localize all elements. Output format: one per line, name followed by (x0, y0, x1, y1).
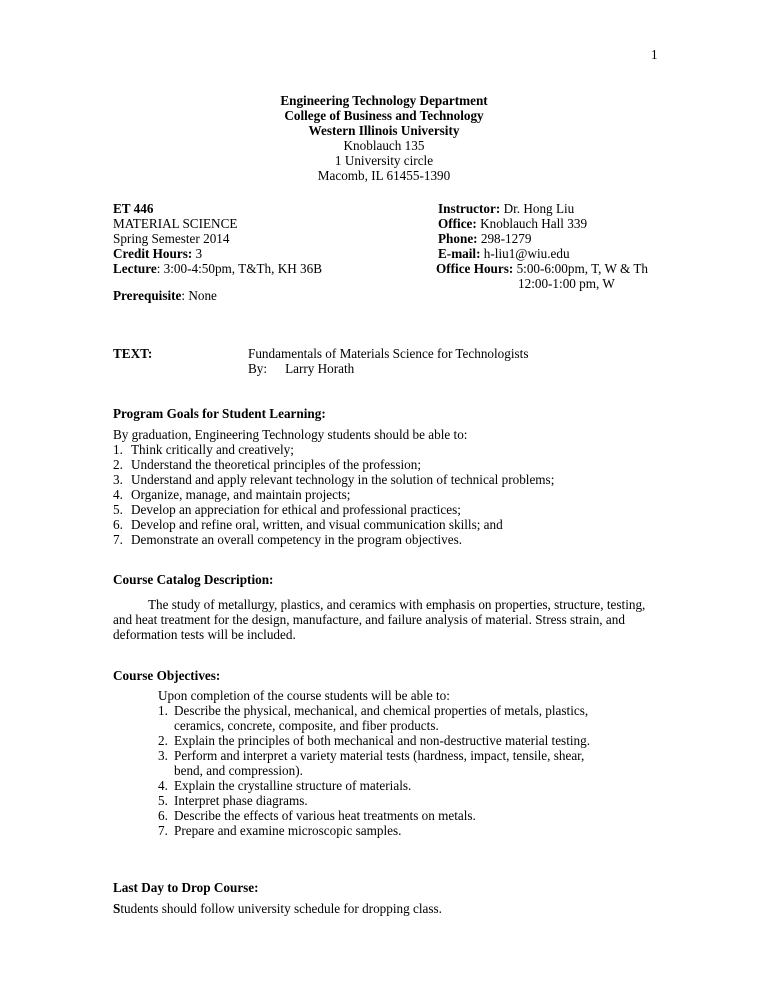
textbook-author-line (248, 361, 528, 376)
prerequisite-value: : None (181, 288, 217, 303)
list-item: 2. Explain the principles of both mechanical and non-destructive material testing. (158, 733, 591, 748)
office-label: Office: (438, 216, 477, 231)
course-code: ET 446 (113, 201, 154, 216)
objectives-intro: Upon completion of the course students will be able to: (158, 688, 450, 703)
textbook-title: Fundamentals of Materials Science for Technologists (248, 346, 529, 361)
office (438, 216, 648, 231)
objectives-list (158, 703, 610, 838)
instructor (438, 201, 648, 216)
list-item: 1. Think critically and creatively; (113, 442, 294, 457)
list-item: 7. Demonstrate an overall competency in the program objectives. (113, 532, 463, 547)
phone-label: Phone: (438, 231, 478, 246)
instructor-info (438, 201, 648, 291)
textbook-author: Larry Horath (285, 361, 355, 376)
program-goals-heading: Program Goals for Student Learning: (113, 406, 326, 421)
objectives-heading: Course Objectives: (113, 668, 221, 683)
list-item: 7. Prepare and examine microscopic samples. (158, 823, 402, 838)
program-goals-intro: By graduation, Engineering Technology students should be able to: (113, 427, 468, 442)
credit-hours-value: 3 (192, 246, 203, 261)
list-item: 6. Describe the effects of various heat treatments on metals. (158, 808, 476, 823)
catalog-heading: Course Catalog Description: (113, 572, 274, 587)
lecture-label: Lecture (113, 261, 157, 276)
building: Knoblauch 135 (343, 138, 425, 153)
header-block (0, 93, 768, 183)
office-hours-value-2: 12:00-1:00 pm, W (518, 276, 615, 291)
prerequisite (113, 288, 217, 303)
course-title: MATERIAL SCIENCE (113, 216, 238, 231)
textbook (248, 346, 528, 376)
email-label: E-mail: (438, 246, 481, 261)
instructor-name: Dr. Hong Liu (500, 201, 575, 216)
phone-value: 298-1279 (477, 231, 532, 246)
drop-first-letter: S (113, 901, 121, 916)
list-item: 6. Develop and refine oral, written, and visual communication skills; and (113, 517, 503, 532)
email (438, 246, 648, 261)
drop-text (113, 901, 442, 916)
email-value: h-liu1@wiu.edu (480, 246, 570, 261)
list-item: 1. Describe the physical, mechanical, and chemical properties of metals, plastics, ceramics, concrete, composite, and fiber products. (158, 703, 589, 733)
course-info (113, 201, 322, 276)
list-item: 5. Interpret phase diagrams. (158, 793, 308, 808)
list-item: 5. Develop an appreciation for ethical and professional practices; (113, 502, 461, 517)
drop-heading: Last Day to Drop Course: (113, 880, 259, 895)
semester: Spring Semester 2014 (113, 231, 230, 246)
prerequisite-label: Prerequisite (113, 288, 182, 303)
text-label: TEXT: (113, 346, 153, 361)
college-name: College of Business and Technology (284, 108, 484, 123)
drop-body: tudents should follow university schedule for dropping class. (120, 901, 442, 916)
street-address: 1 University circle (334, 153, 434, 168)
list-item: 4. Explain the crystalline structure of materials. (158, 778, 412, 793)
office-hours-label: Office Hours: (436, 261, 514, 276)
university-name: Western Illinois University (308, 123, 460, 138)
list-item: 3. Understand and apply relevant technology in the solution of technical problems; (113, 472, 555, 487)
office-value: Knoblauch Hall 339 (476, 216, 588, 231)
phone (438, 231, 648, 246)
page-number: 1 (651, 47, 658, 62)
program-goals-list (113, 442, 554, 547)
office-hours (436, 261, 648, 276)
department-name: Engineering Technology Department (280, 93, 488, 108)
list-item: 4. Organize, manage, and maintain projects; (113, 487, 351, 502)
lecture-value: : 3:00-4:50pm, T&Th, KH 36B (156, 261, 323, 276)
credit-hours-label: Credit Hours: (113, 246, 193, 261)
instructor-label: Instructor: (438, 201, 501, 216)
city-state-zip: Macomb, IL 61455-1390 (317, 168, 451, 183)
office-hours-value: 5:00-6:00pm, T, W & Th (513, 261, 648, 276)
lecture (113, 261, 322, 276)
list-item: 3. Perform and interpret a variety material tests (hardness, impact, tensile, shear, bend, and compression). (158, 748, 585, 778)
by-label: By: (248, 361, 268, 376)
catalog-description: The study of metallurgy, plastics, and ceramics with emphasis on properties, structure, testing, and heat treatment for the design, manufacture, and failure analysis of material. Stress strain, and deformation tests will be included. (113, 597, 646, 642)
credit-hours (113, 246, 322, 261)
list-item: 2. Understand the theoretical principles of the profession; (113, 457, 422, 472)
